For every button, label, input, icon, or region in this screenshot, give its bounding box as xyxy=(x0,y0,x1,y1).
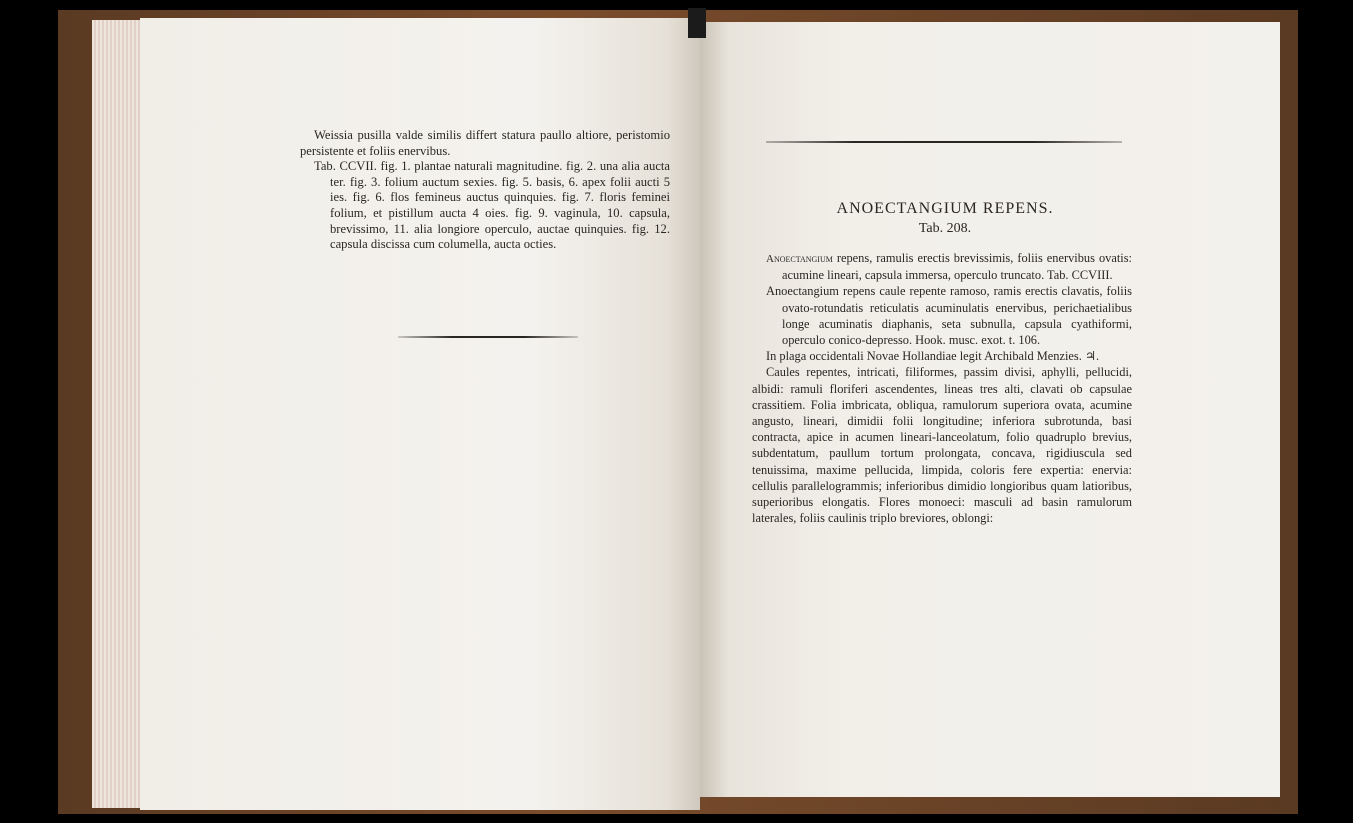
left-paragraph-2: Tab. CCVII. fig. 1. plantae naturali magnitudine. fig. 2. una alia aucta ter. fig. 3. folium auctum sexies. fig. 5. basis, 6. apex folii aucti 5 ies. fig. 6. flos femineus auctus quinquies. fig. 7. floris feminei folium, et pistillum aucta 4 oies. fig. 9. vaginula, 10. capsula, brevissimo, 11. alia longiore operculo, auctae quinquies. fig. 12. capsula discissa cum columella, aucta octies. xyxy=(314,159,670,252)
left-paragraph-1: Weissia pusilla valde similis differt statura paullo altiore, peristomio persistente et foliis enervibus. xyxy=(300,128,670,158)
plate-number: Tab. 208. xyxy=(918,221,972,236)
left-page-text xyxy=(300,128,670,253)
page-edges xyxy=(92,20,142,808)
diagnosis-lead: Anoectangium xyxy=(766,253,833,265)
species-title: ANOECTANGIUM REPENS. xyxy=(836,200,1054,217)
habitat-paragraph: In plaga occidentali Novae Hollandiae legit Archibald Menzies. ♃. xyxy=(766,349,1100,364)
right-divider-rule xyxy=(766,141,1122,143)
right-page-text xyxy=(752,250,1132,526)
hooker-paragraph: Anoectangium repens caule repente ramoso, ramis erectis clavatis, foliis ovato-rotundatis reticulatis acuminulatis enervibus, perichaetialibus longe acuminatis diaphanis, seta subnulla, capsula cyathiformi, operculo conico-depresso. Hook. musc. exot. t. 106. xyxy=(766,284,1132,348)
gutter-shadow xyxy=(688,8,706,38)
description-paragraph: Caules repentes, intricati, filiformes, passim divisi, aphylli, pellucidi, albidi: ramuli floriferi ascendentes, lineas tres alti, clavati ob capsulae crassitiem. Folia imbricata, obliqua, ramulorum superiora ovata, acumine angusto, lineari, dimidii folii longitudine; inferiora subrotunda, basi contracta, apice in acumen lineari-lanceolatum, folio quadruplo brevius, subdentatum, paullum tortum prolongata, concava, rigidiuscula sed tenuissima, maxime pellucida, limpida, coloris fere expertia: enervia: cellulis parallelogrammis; inferioribus dimidio longioribus quam latioribus, superioribus elongatis. Flores monoeci: masculi ad basin ramulorum laterales, foliis caulinis triplo breviores, oblongi: xyxy=(752,365,1132,526)
left-divider-rule xyxy=(398,336,578,338)
diagnosis-text: repens, ramulis erectis brevissimis, foliis enervibus ovatis: acumine lineari, capsula immersa, operculo truncato. Tab. CCVIII. xyxy=(782,251,1132,283)
diagnosis-paragraph xyxy=(752,250,1132,283)
